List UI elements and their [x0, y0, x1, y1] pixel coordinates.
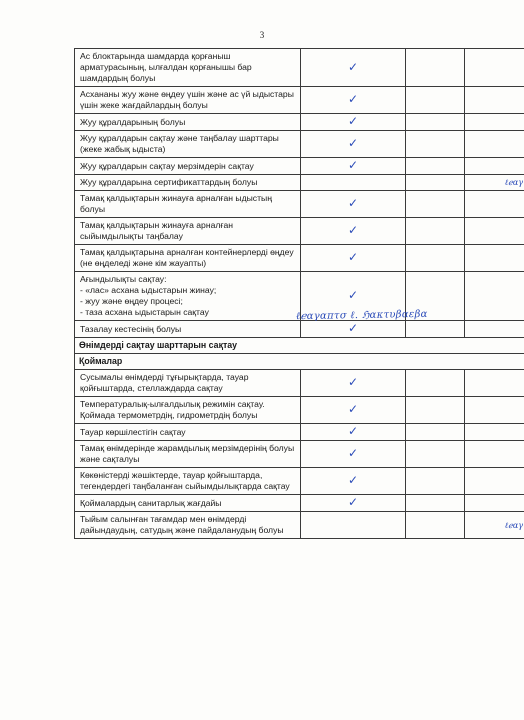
yes-cell [301, 175, 406, 191]
no-cell [406, 468, 465, 495]
no-cell [406, 424, 465, 441]
yes-cell [301, 397, 406, 424]
yes-cell [301, 424, 406, 441]
requirement-text: Температуралық-ылғалдылық режимін сақтау. Қоймада термометрдің, гидрометрдің болуы [75, 397, 301, 424]
checklist-row [75, 114, 524, 131]
yes-cell [301, 87, 406, 114]
checklist-table [74, 48, 524, 539]
requirement-text: Жуу құралдарына сертификаттардың болуы [75, 175, 301, 191]
yes-cell [301, 131, 406, 158]
yes-cell [301, 218, 406, 245]
no-cell [406, 321, 465, 338]
check-mark-icon: ✓ [347, 424, 359, 438]
yes-cell [301, 441, 406, 468]
initials-signature: ℓℯαγ [504, 178, 523, 187]
note-cell [465, 114, 524, 131]
page-number: 3 [259, 30, 265, 40]
checklist-row [75, 131, 524, 158]
requirement-text: Тамақ қалдықтарын жинауға арналған сыйымдылықты таңбалау [75, 218, 301, 245]
no-cell [406, 175, 465, 191]
yes-cell [301, 191, 406, 218]
requirement-text: Жуу құралдарын сақтау мерзімдерін сақтау [75, 158, 301, 175]
section-header-row [75, 338, 524, 354]
yes-cell [301, 114, 406, 131]
check-mark-icon: ✓ [347, 321, 359, 335]
note-cell [465, 175, 524, 191]
checklist-row [75, 218, 524, 245]
requirement-text: Тазалау кестесінің болуы [75, 321, 301, 338]
check-mark-icon: ✓ [347, 158, 359, 172]
yes-cell [301, 370, 406, 397]
requirement-text: Ағындылықты сақтау: - «лас» асхана ыдыстарын жинау; - жуу және өңдеу процесі; - таза асхана ыдыстарын сақтау [75, 272, 301, 321]
initials-signature: ℓℯαγ [504, 520, 523, 530]
requirement-text: Тамақ өнімдерінде жарамдылық мерзімдерінің болуы және сақталуы [75, 441, 301, 468]
check-mark-icon: ✓ [347, 495, 359, 509]
check-mark-icon: ✓ [347, 114, 359, 128]
note-cell [465, 218, 524, 245]
no-cell [406, 191, 465, 218]
no-cell [406, 512, 465, 539]
yes-cell [301, 245, 406, 272]
checklist-row [75, 397, 524, 424]
checklist-body [75, 49, 524, 539]
checklist-row [75, 245, 524, 272]
section-title: Өнімдерді сақтау шарттарын сақтау [75, 338, 524, 354]
section-title: Қоймалар [75, 354, 524, 370]
no-cell [406, 114, 465, 131]
note-cell [465, 468, 524, 495]
yes-cell [301, 468, 406, 495]
note-cell [465, 272, 524, 321]
requirement-text: Тауар көршілестігін сақтау [75, 424, 301, 441]
check-mark-icon: ✓ [347, 288, 359, 302]
checklist-row [75, 87, 524, 114]
note-cell [465, 495, 524, 512]
no-cell [406, 441, 465, 468]
check-mark-icon: ✓ [347, 446, 359, 460]
requirement-text: Жуу құралдарын сақтау және таңбалау шарттары (жеке жабық ыдыста) [75, 131, 301, 158]
checklist-row [75, 495, 524, 512]
check-mark-icon: ✓ [347, 223, 359, 237]
check-mark-icon: ✓ [347, 196, 359, 210]
checklist-row [75, 321, 524, 338]
requirement-text: Көкөністерді жәшіктерде, тауар қойғыштарда, тегендердегі таңбаланған сыйымдылықтарда сақтау [75, 468, 301, 495]
checklist-row [75, 512, 524, 539]
checklist-row [75, 158, 524, 175]
no-cell [406, 87, 465, 114]
note-cell [465, 321, 524, 338]
checklist-row [75, 49, 524, 87]
no-cell [406, 495, 465, 512]
no-cell [406, 397, 465, 424]
check-mark-icon: ✓ [347, 402, 359, 416]
note-cell [465, 49, 524, 87]
yes-cell [301, 495, 406, 512]
check-mark-icon: ✓ [347, 136, 359, 150]
note-cell [465, 424, 524, 441]
yes-cell [301, 49, 406, 87]
note-cell [465, 512, 524, 539]
requirement-text: Жуу құралдарының болуы [75, 114, 301, 131]
requirement-text: Сусымалы өнімдерді тұғырықтарда, тауар қойғыштарда, стеллаждарда сақтау [75, 370, 301, 397]
yes-cell [301, 321, 406, 338]
checklist-row [75, 191, 524, 218]
no-cell [406, 218, 465, 245]
no-cell [406, 49, 465, 87]
no-cell [406, 370, 465, 397]
requirement-text: Тыйым салынған тағамдар мен өнімдерді дайындаудың, сатудың және пайдаланудың болуы [75, 512, 301, 539]
note-cell [465, 441, 524, 468]
requirement-text: Ас блоктарында шамдарда қорғаныш арматурасының, ылғалдан қорғанышы бар шамдардың болуы [75, 49, 301, 87]
note-cell [465, 191, 524, 218]
check-mark-icon: ✓ [347, 250, 359, 264]
requirement-text: Тамақ қалдықтарын жинауға арналған ыдыстың болуы [75, 191, 301, 218]
check-mark-icon: ✓ [347, 59, 359, 74]
note-cell [465, 87, 524, 114]
requirement-text: Асхананы жуу және өңдеу үшін және ас үй ыдыстары үшін жеке жағдайлардың болуы [75, 87, 301, 114]
section-header-row [75, 354, 524, 370]
checklist-row [75, 424, 524, 441]
no-cell [406, 245, 465, 272]
yes-cell [301, 512, 406, 539]
note-cell [465, 131, 524, 158]
note-cell [465, 397, 524, 424]
check-mark-icon: ✓ [347, 92, 359, 106]
no-cell [406, 158, 465, 175]
note-cell [465, 245, 524, 272]
note-cell [465, 158, 524, 175]
check-mark-icon: ✓ [347, 375, 359, 389]
check-mark-icon: ✓ [347, 473, 359, 487]
note-cell [465, 370, 524, 397]
checklist-row [75, 175, 524, 191]
handwritten-signature: ℓℯαγαπτσ ℓ. ℌακτυβαεβα [295, 308, 428, 323]
checklist-row [75, 441, 524, 468]
no-cell [406, 131, 465, 158]
yes-cell [301, 158, 406, 175]
requirement-text: Тамақ қалдықтарына арналған контейнерлерді өңдеу (не өңделеді және кім жауапты) [75, 245, 301, 272]
requirement-text: Қоймалардың санитарлық жағдайы [75, 495, 301, 512]
checklist-row [75, 370, 524, 397]
checklist-row [75, 468, 524, 495]
